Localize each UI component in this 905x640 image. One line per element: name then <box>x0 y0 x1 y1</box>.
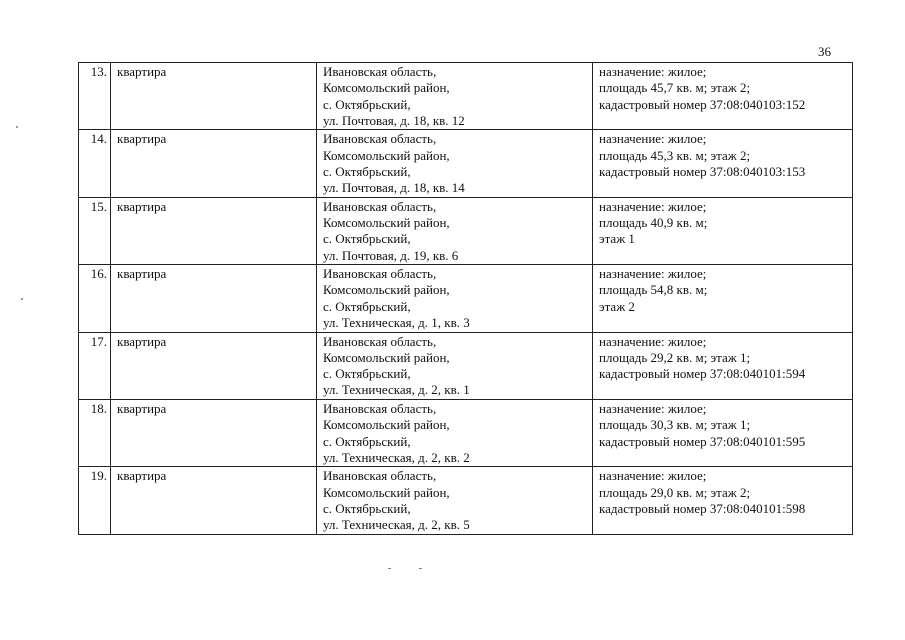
description-line: площадь 54,8 кв. м; <box>599 282 708 298</box>
address-line: ул. Техническая, д. 2, кв. 2 <box>323 449 470 465</box>
address-line: Комсомольский район, <box>323 282 450 298</box>
table-row <box>79 399 853 466</box>
address-line: Комсомольский район, <box>323 80 450 96</box>
property-address <box>317 265 593 332</box>
property-description <box>593 332 853 399</box>
address-line: Ивановская область, <box>323 333 437 349</box>
property-description <box>593 467 853 534</box>
address-line: Ивановская область, <box>323 400 437 416</box>
description-line: кадастровый номер 37:08:040101:594 <box>599 366 806 382</box>
property-type: квартира <box>111 265 317 332</box>
description-line: этаж 1 <box>599 231 635 247</box>
row-number: 17. <box>79 332 111 399</box>
table-row <box>79 63 853 130</box>
property-type: квартира <box>111 399 317 466</box>
address-line: Комсомольский район, <box>323 349 450 365</box>
description-line: этаж 2 <box>599 298 635 314</box>
scan-speck <box>21 298 23 300</box>
address-line: ул. Техническая, д. 1, кв. 3 <box>323 315 470 331</box>
row-number: 14. <box>79 130 111 197</box>
scan-speck <box>16 126 18 128</box>
address-line: Ивановская область, <box>323 64 437 79</box>
page-number: 36 <box>818 44 831 59</box>
property-description <box>593 63 853 130</box>
description-line: площадь 29,2 кв. м; этаж 1; <box>599 349 751 365</box>
address-line: с. Октябрьский, <box>323 500 411 516</box>
table-row <box>79 197 853 264</box>
property-address <box>317 130 593 197</box>
property-table-body <box>79 63 853 535</box>
description-line: кадастровый номер 37:08:040101:598 <box>599 500 806 516</box>
scan-speck <box>388 568 391 569</box>
row-number: 19. <box>79 467 111 534</box>
description-line: назначение: жилое; <box>599 333 707 349</box>
description-line: площадь 40,9 кв. м; <box>599 215 708 231</box>
table-row <box>79 332 853 399</box>
property-type: квартира <box>111 130 317 197</box>
property-type: квартира <box>111 467 317 534</box>
description-line: назначение: жилое; <box>599 131 707 147</box>
table-row <box>79 467 853 534</box>
property-type: квартира <box>111 63 317 130</box>
address-line: ул. Почтовая, д. 18, кв. 12 <box>323 112 465 128</box>
row-number: 15. <box>79 197 111 264</box>
description-line: назначение: жилое; <box>599 468 707 484</box>
property-address <box>317 63 593 130</box>
description-line: назначение: жилое; <box>599 266 707 282</box>
address-line: Ивановская область, <box>323 266 437 282</box>
table-row <box>79 130 853 197</box>
property-address <box>317 467 593 534</box>
address-line: с. Октябрьский, <box>323 163 411 179</box>
description-line: площадь 45,7 кв. м; этаж 2; <box>599 80 751 96</box>
scan-speck <box>419 568 422 569</box>
property-description <box>593 399 853 466</box>
property-address <box>317 399 593 466</box>
address-line: ул. Техническая, д. 2, кв. 5 <box>323 517 470 533</box>
address-line: Ивановская область, <box>323 131 437 147</box>
row-number: 16. <box>79 265 111 332</box>
description-line: кадастровый номер 37:08:040103:152 <box>599 96 806 112</box>
property-description <box>593 265 853 332</box>
description-line: площадь 45,3 кв. м; этаж 2; <box>599 147 751 163</box>
description-line: площадь 30,3 кв. м; этаж 1; <box>599 417 751 433</box>
address-line: Комсомольский район, <box>323 417 450 433</box>
row-number: 13. <box>79 63 111 130</box>
row-number: 18. <box>79 399 111 466</box>
property-description <box>593 130 853 197</box>
table-row <box>79 265 853 332</box>
description-line: назначение: жилое; <box>599 198 707 214</box>
description-line: кадастровый номер 37:08:040101:595 <box>599 433 806 449</box>
description-line: назначение: жилое; <box>599 400 707 416</box>
address-line: с. Октябрьский, <box>323 298 411 314</box>
address-line: ул. Почтовая, д. 19, кв. 6 <box>323 247 459 263</box>
property-description <box>593 197 853 264</box>
description-line: назначение: жилое; <box>599 64 707 79</box>
property-type: квартира <box>111 197 317 264</box>
description-line: площадь 29,0 кв. м; этаж 2; <box>599 484 751 500</box>
address-line: Комсомольский район, <box>323 484 450 500</box>
description-line: кадастровый номер 37:08:040103:153 <box>599 163 806 179</box>
address-line: Ивановская область, <box>323 198 437 214</box>
property-type: квартира <box>111 332 317 399</box>
property-address <box>317 332 593 399</box>
address-line: ул. Техническая, д. 2, кв. 1 <box>323 382 470 398</box>
property-table <box>78 62 853 535</box>
address-line: с. Октябрьский, <box>323 366 411 382</box>
address-line: Ивановская область, <box>323 468 437 484</box>
address-line: с. Октябрьский, <box>323 433 411 449</box>
property-address <box>317 197 593 264</box>
address-line: с. Октябрьский, <box>323 231 411 247</box>
address-line: ул. Почтовая, д. 18, кв. 14 <box>323 180 465 196</box>
address-line: Комсомольский район, <box>323 147 450 163</box>
address-line: Комсомольский район, <box>323 215 450 231</box>
address-line: с. Октябрьский, <box>323 96 411 112</box>
